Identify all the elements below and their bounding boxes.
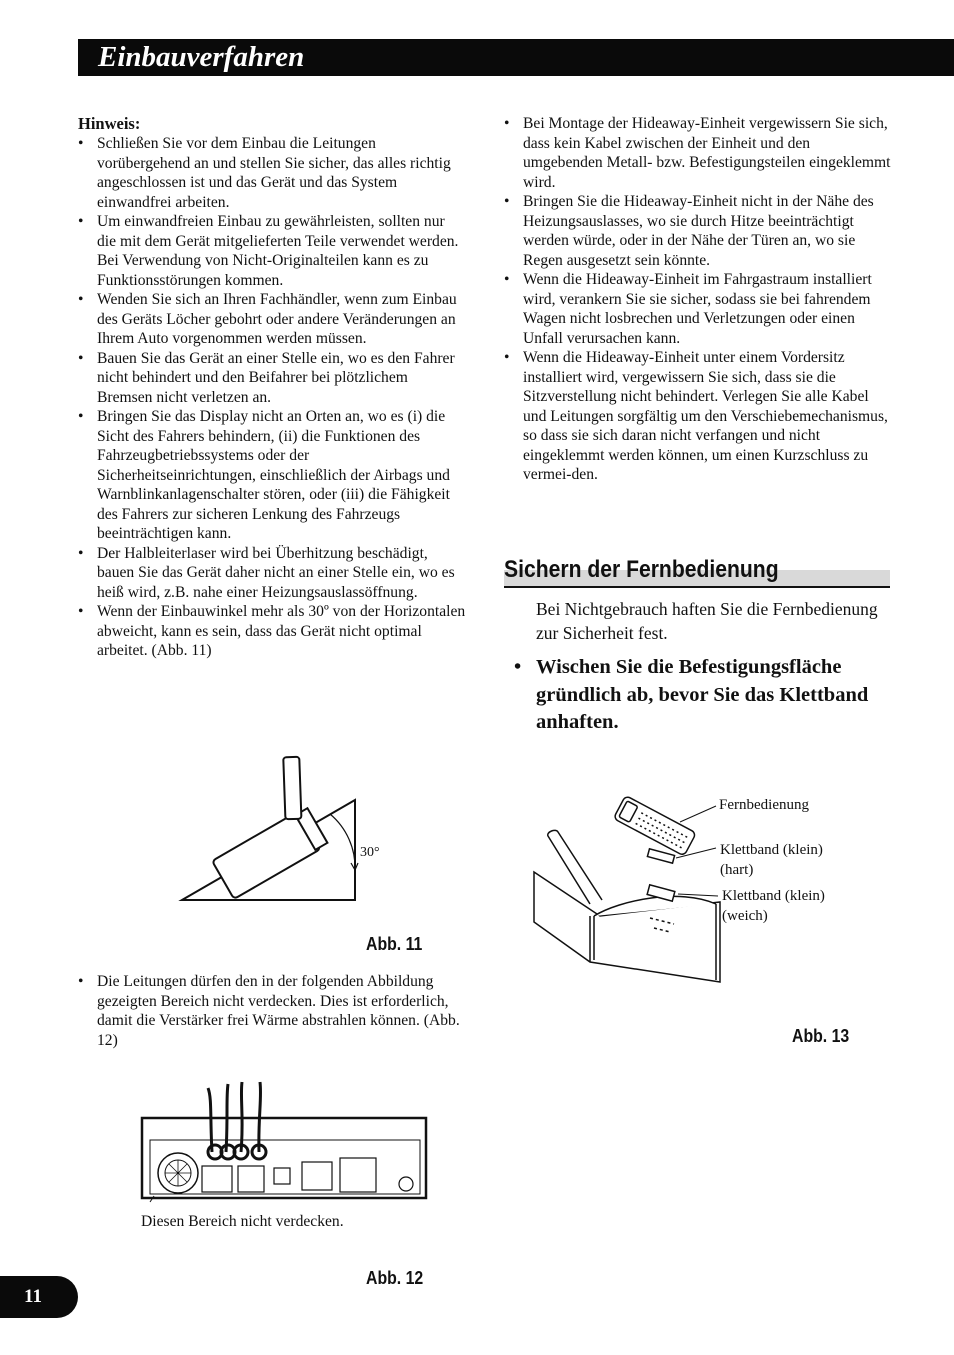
- section-heading: [504, 556, 890, 588]
- bullet-dot: •: [514, 656, 522, 678]
- header-bar: [78, 39, 954, 76]
- fig13-label: Abb. 13: [792, 1026, 850, 1046]
- right-column: [504, 114, 892, 485]
- fig12-illustration: [140, 1078, 430, 1208]
- list-item: • Bauen Sie das Gerät an einer Stelle ein, wo es den Fahrer nicht behindert und den Beifahrer bei plötzlichem Bremsen nicht verletzen an.: [78, 349, 466, 408]
- fig12-caption: Diesen Bereich nicht verdecken.: [141, 1213, 344, 1230]
- fig11-illustration: [170, 730, 400, 910]
- soft-velcro-label-2: (weich): [722, 908, 768, 924]
- list-item: • Um einwandfreien Einbau zu gewährleisten, sollten nur die mit dem Gerät mitgelieferten Teile verwendet werden. Bei Verwendung von Nicht-Originalteilen kann es zu Funktionsstörungen kommen.: [78, 212, 466, 290]
- soft-velcro-label-1: Klettband (klein): [722, 888, 825, 904]
- instruction: [514, 654, 906, 737]
- left-column: [78, 114, 466, 661]
- hideaway-list: [504, 114, 892, 485]
- list-item: • Wenn die Hideaway-Einheit im Fahrgastraum installiert wird, verankern Sie sie sicher, sodass sie bei fahrendem Wagen nicht losbrechen und Verletzungen oder einen Unfall verursachen kann.: [504, 270, 892, 348]
- fig13-illustration: [530, 792, 730, 992]
- hard-velcro-label-1: Klettband (klein): [720, 842, 823, 858]
- list-item: • Wenn der Einbauwinkel mehr als 30º von der Horizontalen abweicht, kann es sein, dass das Gerät nicht optimal arbeitet. (Abb. 11): [78, 602, 466, 661]
- section-heading-text: Sichern der Fernbedienung: [504, 556, 779, 583]
- note-list: [78, 134, 466, 661]
- fig11-label: Abb. 11: [366, 934, 423, 954]
- list-item: • Bringen Sie das Display nicht an Orten an, wo es (i) die Sicht des Fahrers behindern, (ii) die Funktionen des Fahrzeugbetriebssystems oder der Sicherheitseinrichtungen, einschließlich der Airbags und Warnblinkanlagenschalter stören, oder (iii) die Fähigkeit des Fahrers zur sicheren Lenkung des Fahrzeugs beeinträchtigen kann.: [78, 407, 466, 544]
- page-title: Einbauverfahren: [98, 41, 305, 73]
- page-number: [0, 1276, 78, 1318]
- list-item: • Schließen Sie vor dem Einbau die Leitungen vorübergehend an und stellen Sie sicher, das alles richtig angeschlossen ist und das Gerät und das System einwandfrei arbeiten.: [78, 134, 466, 212]
- left-column-bullets-2: [78, 972, 466, 1050]
- page-number-text: 11: [24, 1286, 42, 1307]
- list-item: • Die Leitungen dürfen den in der folgenden Abbildung gezeigten Bereich nicht verdecken. Dies ist erforderlich, damit die Verstärker frei Wärme abstrahlen können. (Abb. 12): [78, 972, 466, 1050]
- remote-label: Fernbedienung: [719, 797, 809, 813]
- list-item: • Bringen Sie die Hideaway-Einheit nicht in der Nähe des Heizungsauslasses, wo sie durch Hitze beeinträchtigt werden würde, oder in der Nähe der Türen an, wo sie Regen ausgesetzt sein könnte.: [504, 192, 892, 270]
- hard-velcro-label-2: (hart): [720, 862, 754, 878]
- fig12-label: Abb. 12: [366, 1268, 424, 1288]
- section-intro: Bei Nichtgebrauch haften Sie die Fernbedienung zur Sicherheit fest.: [536, 599, 878, 643]
- list-item: • Wenn die Hideaway-Einheit unter einem Vordersitz installiert wird, vergewissern Sie sich, dass sie die Sitzverstellung nicht behindert. Verlegen Sie alle Kabel und Leitungen sorgfältig um den Verschiebemechanismus, so dass sie sich daran nicht verfangen und nicht eingeklemmt werden können, um einen Kurzschluss zu vermei-den.: [504, 348, 892, 485]
- note-heading: Hinweis:: [78, 114, 141, 133]
- list-item: • Der Halbleiterlaser wird bei Überhitzung beschädigt, bauen Sie das Gerät daher nicht an einer Stelle ein, wo es heiß wird, z.B. nahe einer Heizungsauslassöffnung.: [78, 544, 466, 603]
- cable-note-list: [78, 972, 466, 1050]
- angle-label: 30°: [360, 845, 380, 860]
- list-item: • Wenden Sie sich an Ihren Fachhändler, wenn zum Einbau des Geräts Löcher gebohrt oder andere Veränderungen an Ihrem Auto vorgenommen werden müssen.: [78, 290, 466, 349]
- instruction-text: Wischen Sie die Befestigungsfläche gründlich ab, bevor Sie das Klettband anhaften.: [536, 656, 869, 733]
- list-item: • Bei Montage der Hideaway-Einheit vergewissern Sie sich, dass kein Kabel zwischen der Einheit und den umgebenden Metall- bzw. Befestigungsteilen eingeklemmt wird.: [504, 114, 892, 192]
